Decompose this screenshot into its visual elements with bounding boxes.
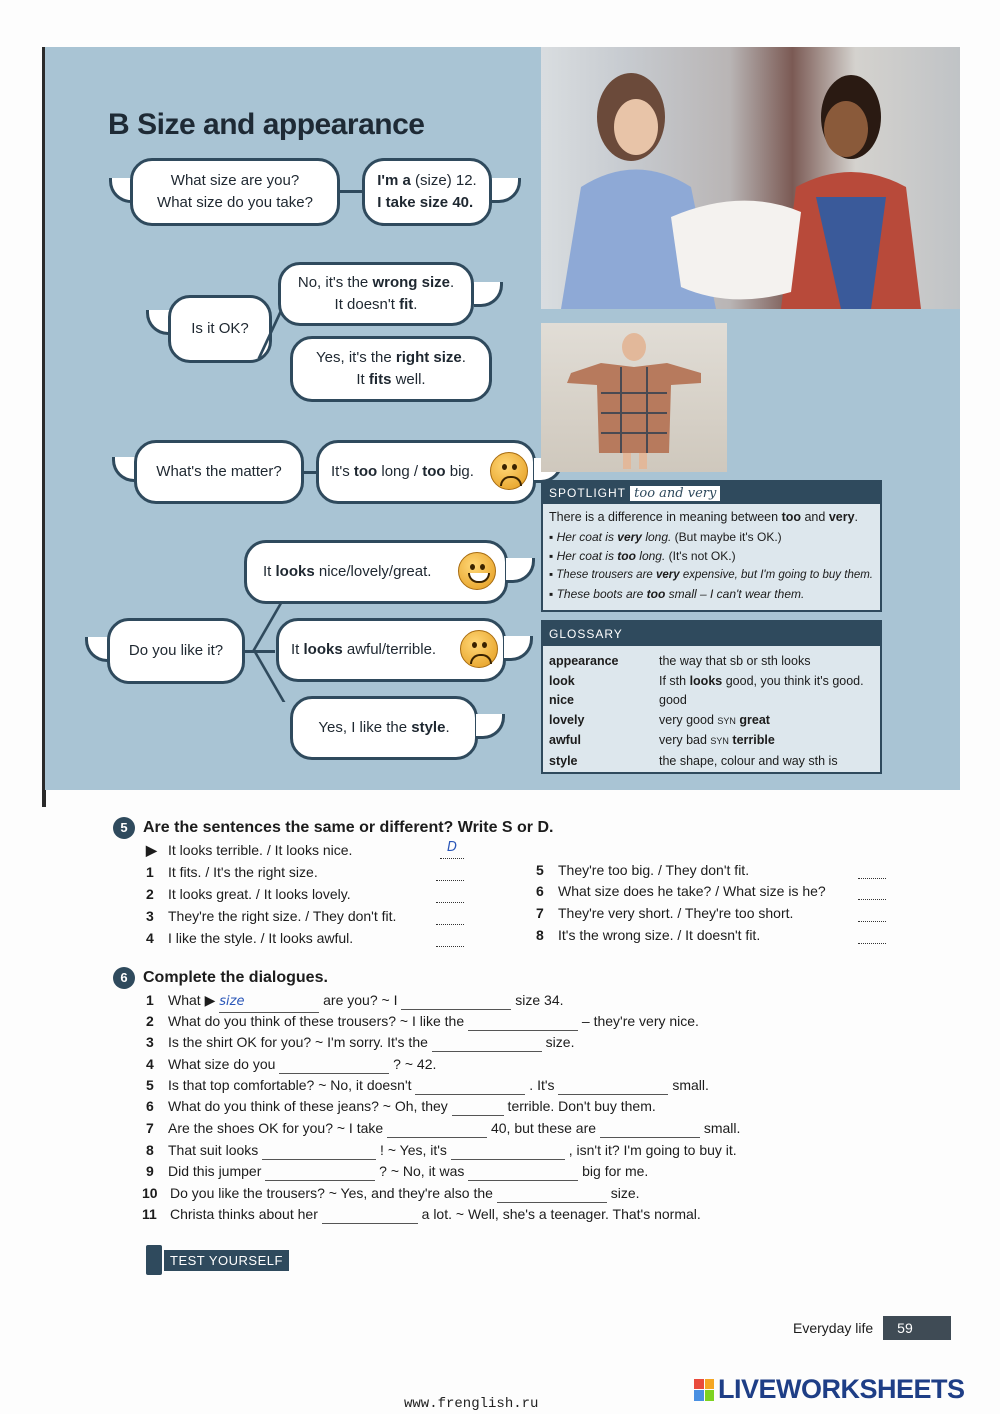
blank-input[interactable] [600,1121,700,1138]
answer-input-5[interactable] [858,862,886,879]
glossary-row: nice good [549,693,687,707]
exercise-5-item: 4 I like the style. / It looks awful. [146,930,354,946]
exercise-title: Complete the dialogues. [143,969,328,986]
dialogue-item: 1 What ▶ size are you? ~ I size 34. [146,990,564,1013]
blank-input[interactable] [415,1078,525,1095]
bubble-text: 12. [455,172,477,189]
bubble-text: right size [395,349,462,366]
blank-input[interactable] [558,1078,668,1095]
bubble-text: It [356,371,369,388]
bubble-text: looks [275,563,315,580]
exercise-5-item: 7 They're very short. / They're too short. [536,905,794,921]
dialogue-item: 6 What do you think of these jeans? ~ Oh, they terrible. Don't buy them. [146,1098,656,1114]
bubble-like-it [107,618,245,684]
exercise-6-heading [113,967,328,989]
photo-shopping-drawing [541,47,960,309]
section-title [108,108,424,142]
bubble-text: . [413,296,418,313]
spotlight-text: There is a difference in meaning between [549,510,782,524]
spotlight-text: very [828,510,855,524]
glossary-row: awful very bad SYN terrible [549,733,775,747]
bubble-text: big. [445,463,474,480]
bubble-is-it-ok [168,295,272,363]
blank-input[interactable] [468,1164,578,1181]
bubble-matter [134,440,304,504]
spotlight-example: ▪ These boots are too small – I can't wear them. [549,587,805,601]
glossary-header: GLOSSARY [543,622,880,646]
exercise-5-item: 1 It fits. / It's the right size. [146,864,318,880]
bubble-text: I'm a [377,172,411,189]
bubble-text: No, it's the [297,274,373,291]
bubble-text: I take size [377,194,449,211]
bubble-text: . [461,349,466,366]
answer-input-6[interactable] [858,883,886,900]
spotlight-box [541,480,882,612]
blank-input[interactable] [452,1099,504,1116]
bubble-text: fits [368,371,392,388]
exercise-5-item: 5 They're too big. / They don't fit. [536,862,750,878]
exercise-5-item: 6 What size does he take? / What size is he? [536,883,826,899]
answer-input-4[interactable] [436,930,464,947]
notebook-icon [146,1245,162,1275]
bubble-text: What's the matter? [156,463,282,480]
example-answer: size [219,992,319,1013]
blank-input[interactable] [451,1143,565,1160]
answer-input-8[interactable] [858,927,886,944]
blank-input[interactable] [497,1186,607,1203]
bubble-what-size [130,158,340,226]
bubble-text: (size) [410,172,456,189]
photo-shopping [541,47,960,309]
dialogue-item: 10 Do you like the trousers? ~ Yes, and they're also the size. [142,1185,640,1201]
dialogue-item: 9 Did this jumper ? ~ No, it was big for me. [146,1163,649,1179]
answer-input-1[interactable] [436,864,464,881]
bubble-text: . [449,274,455,291]
blank-input[interactable] [432,1035,542,1052]
spotlight-text: and [801,510,829,524]
bubble-text: nice/lovely/great. [314,563,432,580]
glossary-row: look If sth looks good, you think it's good. [549,673,864,688]
liveworksheets-logo-icon [694,1379,714,1401]
brand-name: LIVEWORKSHEETS [718,1374,965,1404]
section-letter: B [108,108,130,141]
glossary-box [541,620,882,774]
test-yourself-label: TEST YOURSELF [164,1250,289,1271]
blank-input[interactable] [265,1164,375,1181]
footer-section: Everyday life [793,1320,874,1336]
answer-input-7[interactable] [858,905,886,922]
glossary-table [547,652,866,771]
glossary-row: lovely very good SYN great [549,712,770,727]
bubble-text: long / [377,463,423,480]
bubble-text: well. [391,371,426,388]
bubble-text: It doesn't [334,296,400,313]
bubble-text: What size do you take? [157,194,313,211]
spotlight-header [543,482,880,504]
spotlight-topic: too and very [630,486,720,501]
exercise-title: Are the sentences the same or different? Write S or D. [143,819,554,836]
bubble-text: 40. [448,194,474,211]
bubble-text: looks [303,641,343,658]
exercise-number: 6 [113,967,135,989]
dialogue-item: 11 Christa thinks about her a lot. ~ Well, she's a teenager. That's normal. [142,1206,701,1222]
bubble-text: It [291,641,304,658]
exercise-5-heading [113,817,553,839]
liveworksheets-brand [694,1374,965,1405]
test-yourself-button[interactable] [146,1245,289,1275]
example-answer: D [440,838,464,859]
exercise-5-item: 8 It's the wrong size. / It doesn't fit. [536,927,761,943]
blank-input[interactable] [322,1207,418,1224]
photo-big-shirt [541,323,727,472]
play-icon: ▶ [146,842,157,858]
bubble-size-answer [362,158,492,226]
bubble-text: fit [399,296,414,313]
dialogue-item: 5 Is that top comfortable? ~ No, it doesn't . It's small. [146,1077,709,1093]
bubble-text: . [445,719,450,736]
spotlight-label: SPOTLIGHT [549,486,626,500]
bubble-text: too [353,463,378,480]
spotlight-examples [543,528,880,604]
sad-face-icon [460,630,498,668]
bubble-right-size [290,336,492,402]
dialogue-item: 4 What size do you ? ~ 42. [146,1056,437,1072]
spotlight-text: too [781,510,801,524]
spotlight-text: . [854,510,859,524]
bubble-text: Yes, it's the [316,349,396,366]
exercise-5-item: 2 It looks great. / It looks lovely. [146,886,351,902]
bubble-text: awful/terrible. [342,641,437,658]
spotlight-example: ▪ Her coat is too long. (It's not OK.) [549,549,736,563]
page-footer [793,1316,951,1340]
bubble-text: style [411,719,446,736]
spotlight-intro [543,504,880,524]
happy-face-icon [458,552,496,590]
exercise-5-item: 3 They're the right size. / They don't fit. [146,908,397,924]
bubble-text: Yes, I like the [318,719,412,736]
answer-input-3[interactable] [436,908,464,925]
bubble-text: It's [331,463,354,480]
photo-big-shirt-drawing [541,323,727,472]
page-number: 59 [883,1316,951,1340]
bubble-text: Is it OK? [191,320,249,337]
dialogue-item: 7 Are the shoes OK for you? ~ I take 40, but these are small. [146,1120,741,1136]
bubble-text: What size are you? [170,172,300,189]
glossary-row: appearance the way that sb or sth looks [549,654,811,668]
connector [304,471,316,474]
dialogue-item: 8 That suit looks ! ~ Yes, it's , isn't it? I'm going to buy it. [146,1142,737,1158]
site-url: www.frenglish.ru [404,1396,539,1412]
bubble-text: too [422,463,446,480]
bubble-text: It [263,563,276,580]
section-title-text: Size and appearance [137,108,425,141]
glossary-row: style the shape, colour and way sth is [549,753,838,768]
bubble-text: wrong size [372,274,450,291]
blank-input[interactable] [279,1057,389,1074]
dialogue-item: 3 Is the shirt OK for you? ~ I'm sorry. It's the size. [146,1034,575,1050]
spotlight-example: ▪ Her coat is very long. (But maybe it's OK.) [549,530,782,544]
exercise-5-example [146,840,457,860]
bubble-text: Do you like it? [128,642,224,659]
connector [340,190,362,193]
sentence: It looks terrible. / It looks nice. [168,842,353,858]
dialogue-item: 2 What do you think of these trousers? ~ I like the – they're very nice. [146,1013,699,1029]
bubble-wrong-size [278,262,474,326]
blank-input[interactable] [401,993,511,1010]
play-icon: ▶ [204,992,216,1008]
bubble-style [290,696,478,760]
blank-input[interactable] [468,1014,578,1031]
blank-input[interactable] [262,1143,376,1160]
spotlight-example: ▪ These trousers are very expensive, but I'm going to buy them. [549,569,874,581]
exercise-number: 5 [113,817,135,839]
connector [245,650,275,653]
answer-input-2[interactable] [436,886,464,903]
blank-input[interactable] [387,1121,487,1138]
sad-face-icon [490,452,528,490]
